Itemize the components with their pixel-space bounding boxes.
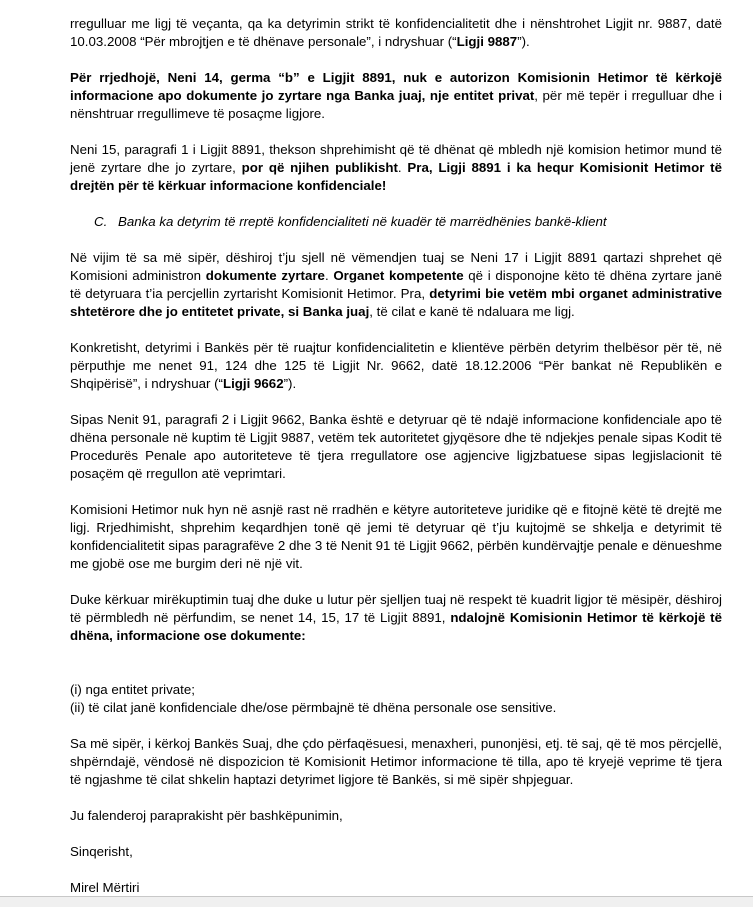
conditions-list: [70, 681, 722, 717]
section-heading-c: [94, 213, 722, 231]
list-item: (i) nga entitet private;: [70, 682, 195, 697]
paragraph-permbledhje: [70, 591, 722, 645]
list-item: (ii) të cilat janë konfidenciale dhe/ose përmbajnë të dhëna personale ose sensitive.: [70, 700, 557, 715]
text: ”).: [517, 34, 530, 49]
paragraph-konkretisht: [70, 339, 722, 393]
bold-text: Organet kompetente: [333, 268, 464, 283]
paragraph-neni-91: Sipas Nenit 91, paragrafi 2 i Ligjit 9662, Banka është e detyruar që të ndajë informacione konfidenciale apo të dhëna personale në kuptim të Ligjit 9887, vetëm tek autoritetet gjyqësore dhe të ndjekjes penale sipas Kodit të Procedurës Penale apo autoriteteve të tjera rregullatore ose agjencive ligjzbatuese sipas legjislacionit të posaçëm që rregullon atë veprimtari.: [70, 412, 722, 481]
bold-text: Për rrjedhojë, Neni 14, germa “b” e Ligjit 8891, nuk e autorizon Komisionin Hetimor të kërkojë informacione apo dokumente jo zyrtare nga Banka juaj, nje entitet privat: [70, 70, 722, 103]
bold-term: Ligji 9887: [456, 34, 518, 49]
text: Në vijim të sa më sipër, dëshiroj t’ju sjell në vëmendjen tuaj se Neni 17 i Ligjit 8891 qartazi shprehet që Komisioni administron: [70, 250, 722, 283]
signature-name: Mirel Mërtiri: [70, 880, 140, 895]
section-letter: C.: [94, 214, 108, 229]
text: Konkretisht, detyrimi i Bankës për të ruajtur konfidencialitetin e klientëve përbën detyrim thelbësor për të, në përputhje me nenet 91, 124 dhe 125 të Ligjit Nr. 9662, datë 18.12.2006 “Për bankat në Republikën e Shqipërisë”, i ndryshuar (“: [70, 340, 722, 391]
bold-text: detyrimi bie vetëm mbi organet administrative shtetërore dhe jo entitetet private, si Banka juaj: [70, 286, 722, 319]
closing-line: Sinqerisht,: [70, 844, 133, 859]
paragraph-neni-14: [70, 69, 722, 123]
text: , të cilat e kanë të ndaluara me ligj.: [369, 304, 575, 319]
paragraph-neni-17: [70, 249, 722, 321]
text: që i disponojne këto të dhëna zyrtare janë të detyruara t’ia percjellin zyrtarisht Komisionit Hetimor. Pra,: [70, 268, 722, 301]
document-body: [70, 15, 722, 915]
text: Neni 15, paragrafi 1 i Ligjit 8891, thekson shprehimisht që të dhënat që mbledh një komision hetimor mund të jenë zyrtare dhe jo zyrtare,: [70, 142, 722, 175]
bold-term: Ligji 9662: [222, 376, 284, 391]
paragraph-kerkese: Sa më sipër, i kërkoj Bankës Suaj, dhe çdo përfaqësuesi, menaxheri, punonjësi, etj. të saj, që të mos përcjellë, shpërndajë, vëndosë në dispozicion të Komisionit Hetimor informacione të tilla, apo të kryejë veprime të tjera të ngjashme të cilat shkelin haptazi detyrimet ligjore të Bankës, si më sipër shpjeguar.: [70, 736, 722, 787]
text: ”).: [283, 376, 297, 391]
bold-text: por që njihen publikisht: [241, 160, 398, 175]
paragraph-neni-15: [70, 141, 722, 195]
section-title: Banka ka detyrim të rreptë konfidencialiteti në kuadër të marrëdhënies bankë-klient: [118, 214, 607, 229]
bold-text: Pra, Ligji 8891 i ka hequr Komisionit Hetimor të drejtën për të kërkuar informacione konfidenciale!: [70, 160, 723, 193]
text: .: [397, 160, 408, 175]
bold-text: dokumente zyrtare: [205, 268, 325, 283]
text: Duke kërkuar mirëkuptimin tuaj dhe duke u lutur për sjelljen tuaj në respekt të kuadrit ligjor të mësipër, dëshiroj të përmbledh në përfundim, se nenet 14, 15, 17 të Ligjit 8891,: [70, 592, 722, 625]
text: rregulluar me ligj të veçanta, qa ka detyrimin strikt të konfidencialitetit dhe i nënshtrohet Ligjit nr. 9887, datë 10.03.2008 “Për mbrojtjen e të dhënave personale”, i ndryshuar (“: [70, 16, 722, 49]
bold-text: ndalojnë Komisionin Hetimor të kërkojë të dhëna, informacione ose dokumente:: [70, 610, 722, 643]
thanks-line: Ju falenderoj paraprakisht për bashkëpunimin,: [70, 808, 343, 823]
text: , për më tepër i rregulluar dhe i nënshtruar rregullimeve të posaçme ligjore.: [70, 88, 722, 121]
status-bar: [0, 896, 753, 907]
blank-line: [70, 663, 722, 681]
paragraph-komisioni-hetimor: Komisioni Hetimor nuk hyn në asnjë rast në rradhën e këtyre autoriteteve juridike që e fitojnë këtë të drejtë me ligj. Rrjedhimisht, shprehim keqardhjen tonë që jemi të detyruar që t’ju kujtojmë se shkelja e detyrimit të konfidencialitetit sipas paragrafëve 2 dhe 3 të Nenit 91 të Ligjit 9662, përbën kundërvajtje penale e dënueshme me gjobë ose me burgim deri në një vit.: [70, 502, 722, 571]
text: .: [324, 268, 334, 283]
paragraph-ligji-9887: [70, 15, 722, 51]
